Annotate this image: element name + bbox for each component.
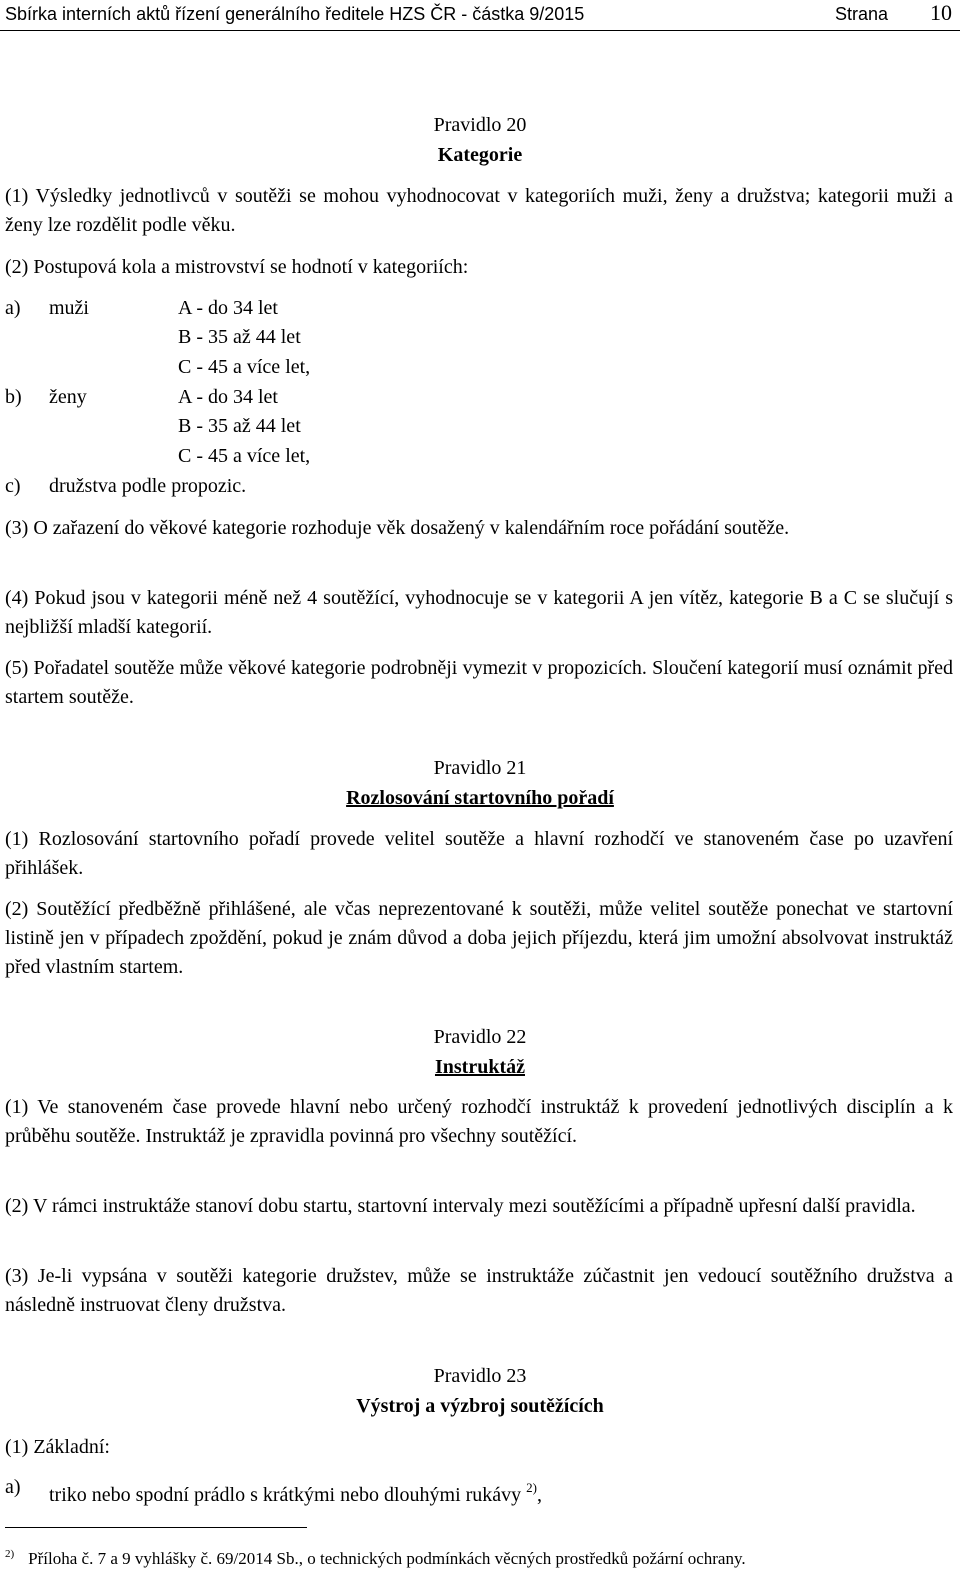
rule-22-paragraph-1: (1) Ve stanoveném čase provede hlavní nebo určený rozhodčí instruktáž k provedení jednotlivých disciplín a k průběhu soutěže. Instruktáž je zpravidla povinná pro všechny soutěžící. [5,1096,953,1147]
category-b-value-1: A - do 34 let [178,386,278,408]
collection-title: Sbírka interních aktů řízení generálního ředitele HZS ČR - částka 9/2015 [5,4,585,24]
rule-22-paragraph-2: (2) V rámci instruktáže stanoví dobu startu, startovní intervaly mezi soutěžícími a případně upřesní další pravidla. [5,1195,916,1217]
footnote-reference[interactable]: 2) [526,1480,538,1495]
equipment-item-suffix: , [537,1484,543,1506]
category-a-name: muži [49,297,89,319]
rule-20-number: Pravidlo 20 [433,114,527,136]
rule-21-title [0,784,960,813]
category-b-name: ženy [49,386,87,408]
footnote-divider [5,1527,307,1528]
category-a-letter: a) [5,297,21,319]
footnote [5,1543,746,1570]
rule-21-paragraph-2: (2) Soutěžící předběžně přihlášené, ale včas neprezentované k soutěži, může velitel soutěže ponechat ve startovní listině jen v případech zpoždění, pokud je znám důvod a doba jejich příjezdu, která jim umožní absolvovat instruktáž před vlastním startem. [5,898,953,978]
rule-22-title [0,1053,960,1082]
rule-22-number: Pravidlo 22 [433,1026,527,1048]
rule-20-paragraph-2: (2) Postupová kola a mistrovství se hodnotí v kategoriích: [5,256,469,278]
rule-22-title-text: Instruktáž [434,1056,525,1078]
rule-23-paragraph-1: (1) Základní: [5,1436,110,1458]
rule-23-number: Pravidlo 23 [433,1365,527,1387]
category-b-letter: b) [5,386,22,408]
rule-22-paragraph-3: (3) Je-li vypsána v soutěži kategorie družstev, může se instruktáže zúčastnit jen vedoucí soutěžního družstva a následně instruovat členy družstva. [5,1265,953,1316]
rule-20-title: Kategorie [437,144,523,166]
category-c-name: družstva podle propozic. [49,475,247,497]
equipment-item-letter: a) [5,1476,21,1498]
rule-21-number: Pravidlo 21 [433,757,527,779]
equipment-item-text [49,1473,542,1510]
category-b-value-2: B - 35 až 44 let [178,415,301,437]
page-number: 10 [930,0,952,25]
equipment-item-label: triko nebo spodní prádlo s krátkými nebo dlouhými rukávy [49,1484,522,1506]
category-a-value-2: B - 35 až 44 let [178,326,301,348]
footnote-text: Příloha č. 7 a 9 vyhlášky č. 69/2014 Sb., o technických podmínkách věcných prostředků požární ochrany. [28,1549,746,1568]
category-b-value-3: C - 45 a více let, [178,445,311,467]
rule-20-paragraph-5: (5) Pořadatel soutěže může věkové kategorie podrobněji vymezit v propozicích. Sloučení kategorií musí oznámit před startem soutěže. [5,657,953,708]
rule-21-paragraph-1: (1) Rozlosování startovního pořadí provede velitel soutěže a hlavní rozhodčí ve stanoveném čase po uzavření přihlášek. [5,828,953,879]
rule-20-paragraph-4: (4) Pokud jsou v kategorii méně než 4 soutěžící, vyhodnocuje se v kategorii A jen vítěz, kategorie B a C se slučují s nejbližší mladší kategorií. [5,587,953,638]
rule-23-title: Výstroj a výzbroj soutěžících [356,1395,604,1417]
category-a-value-1: A - do 34 let [178,297,278,319]
rule-21-title-text: Rozlosování startovního pořadí [346,787,614,809]
rule-20-paragraph-3: (3) O zařazení do věkové kategorie rozhoduje věk dosažený v kalendářním roce pořádání soutěže. [5,517,790,539]
footnote-marker: 2) [5,1548,15,1560]
category-a-value-3: C - 45 a více let, [178,356,311,378]
page-header [0,0,960,31]
rule-20-paragraph-1: (1) Výsledky jednotlivců v soutěži se mohou vyhodnocovat v kategoriích muži, ženy a družstva; kategorii muži a ženy lze rozdělit podle věku. [5,185,953,236]
category-c-letter: c) [5,475,21,497]
page-label: Strana [835,4,889,24]
